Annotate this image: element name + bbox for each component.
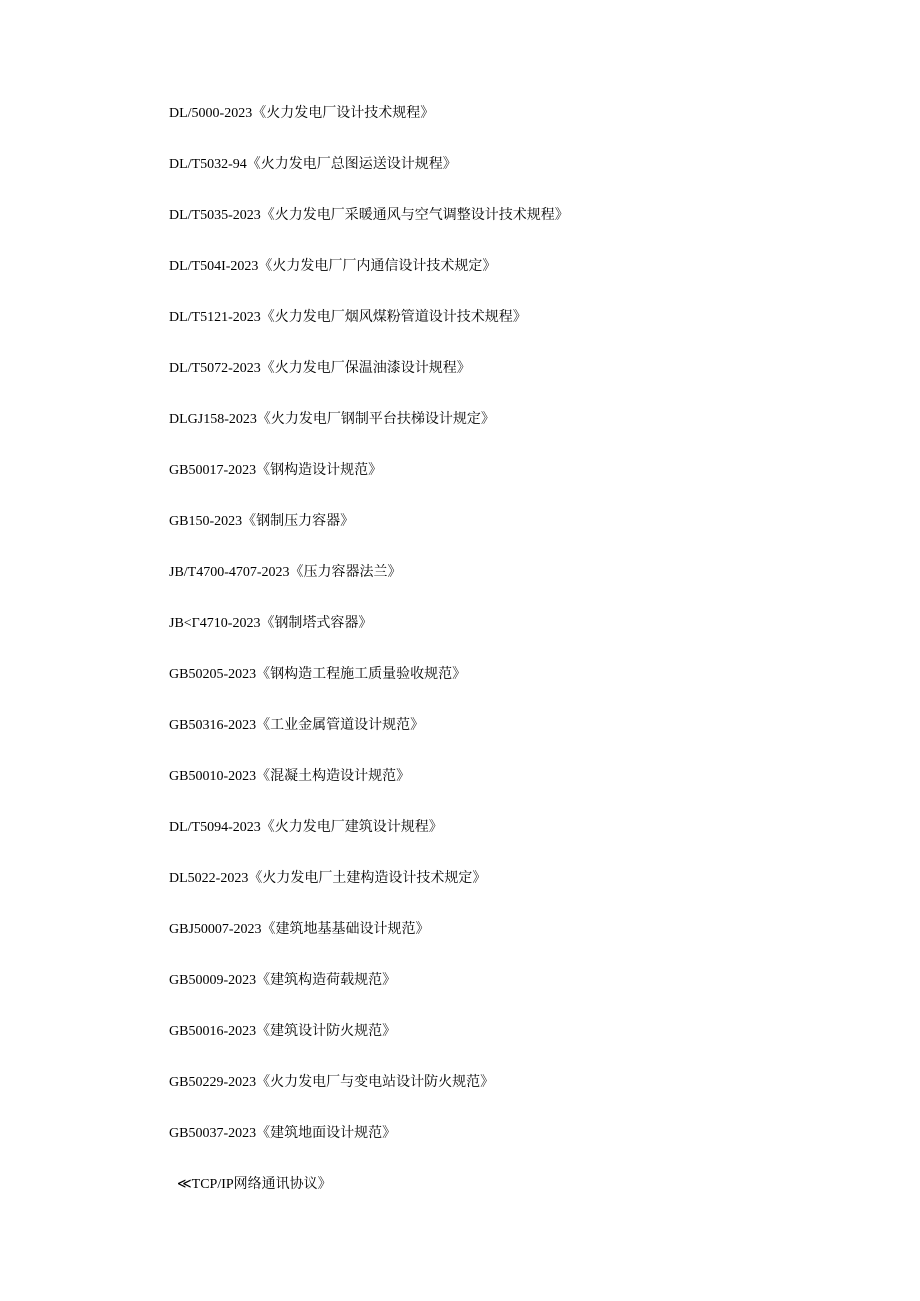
standard-item: DL/T5121-2023《火力发电厂烟风煤粉管道设计技术规程》 <box>169 310 527 325</box>
standard-item: JB<Γ4710-2023《钢制塔式容器》 <box>169 616 373 631</box>
standard-item: GB50017-2023《钢构造设计规范》 <box>169 463 383 478</box>
standards-list <box>169 104 569 1226</box>
standard-item: DL/T5072-2023《火力发电厂保温油漆设计规程》 <box>169 361 471 376</box>
standard-item: DL5022-2023《火力发电厂土建构造设计技术规定》 <box>169 871 487 886</box>
standard-item: DLGJ158-2023《火力发电厂钢制平台扶梯设计规定》 <box>169 412 495 427</box>
standard-item: GB50016-2023《建筑设计防火规范》 <box>169 1024 397 1039</box>
standard-item: GB50010-2023《混凝土构造设计规范》 <box>169 769 411 784</box>
standard-item: GB50009-2023《建筑构造荷载规范》 <box>169 973 397 988</box>
standard-item: GB50316-2023《工业金属管道设计规范》 <box>169 718 425 733</box>
standard-item: ≪TCP/IP网络通讯协议》 <box>177 1177 332 1192</box>
standard-item: GB50037-2023《建筑地面设计规范》 <box>169 1126 397 1141</box>
standard-item: JB/T4700-4707-2023《压力容器法兰》 <box>169 565 402 580</box>
standard-item: DL/T5035-2023《火力发电厂采暖通风与空气调整设计技术规程》 <box>169 208 569 223</box>
standard-item: GB50229-2023《火力发电厂与变电站设计防火规范》 <box>169 1075 495 1090</box>
standard-item: GBJ50007-2023《建筑地基基础设计规范》 <box>169 922 430 937</box>
standard-item: DL/T5094-2023《火力发电厂建筑设计规程》 <box>169 820 443 835</box>
standard-item: GB150-2023《钢制压力容器》 <box>169 514 355 529</box>
standard-item: DL/T5032-94《火力发电厂总图运送设计规程》 <box>169 157 457 172</box>
standard-item: DL/5000-2023《火力发电厂设计技术规程》 <box>169 106 435 121</box>
standard-item: GB50205-2023《钢构造工程施工质量验收规范》 <box>169 667 467 682</box>
standard-item: DL/T504I-2023《火力发电厂厂内通信设计技术规定》 <box>169 259 497 274</box>
